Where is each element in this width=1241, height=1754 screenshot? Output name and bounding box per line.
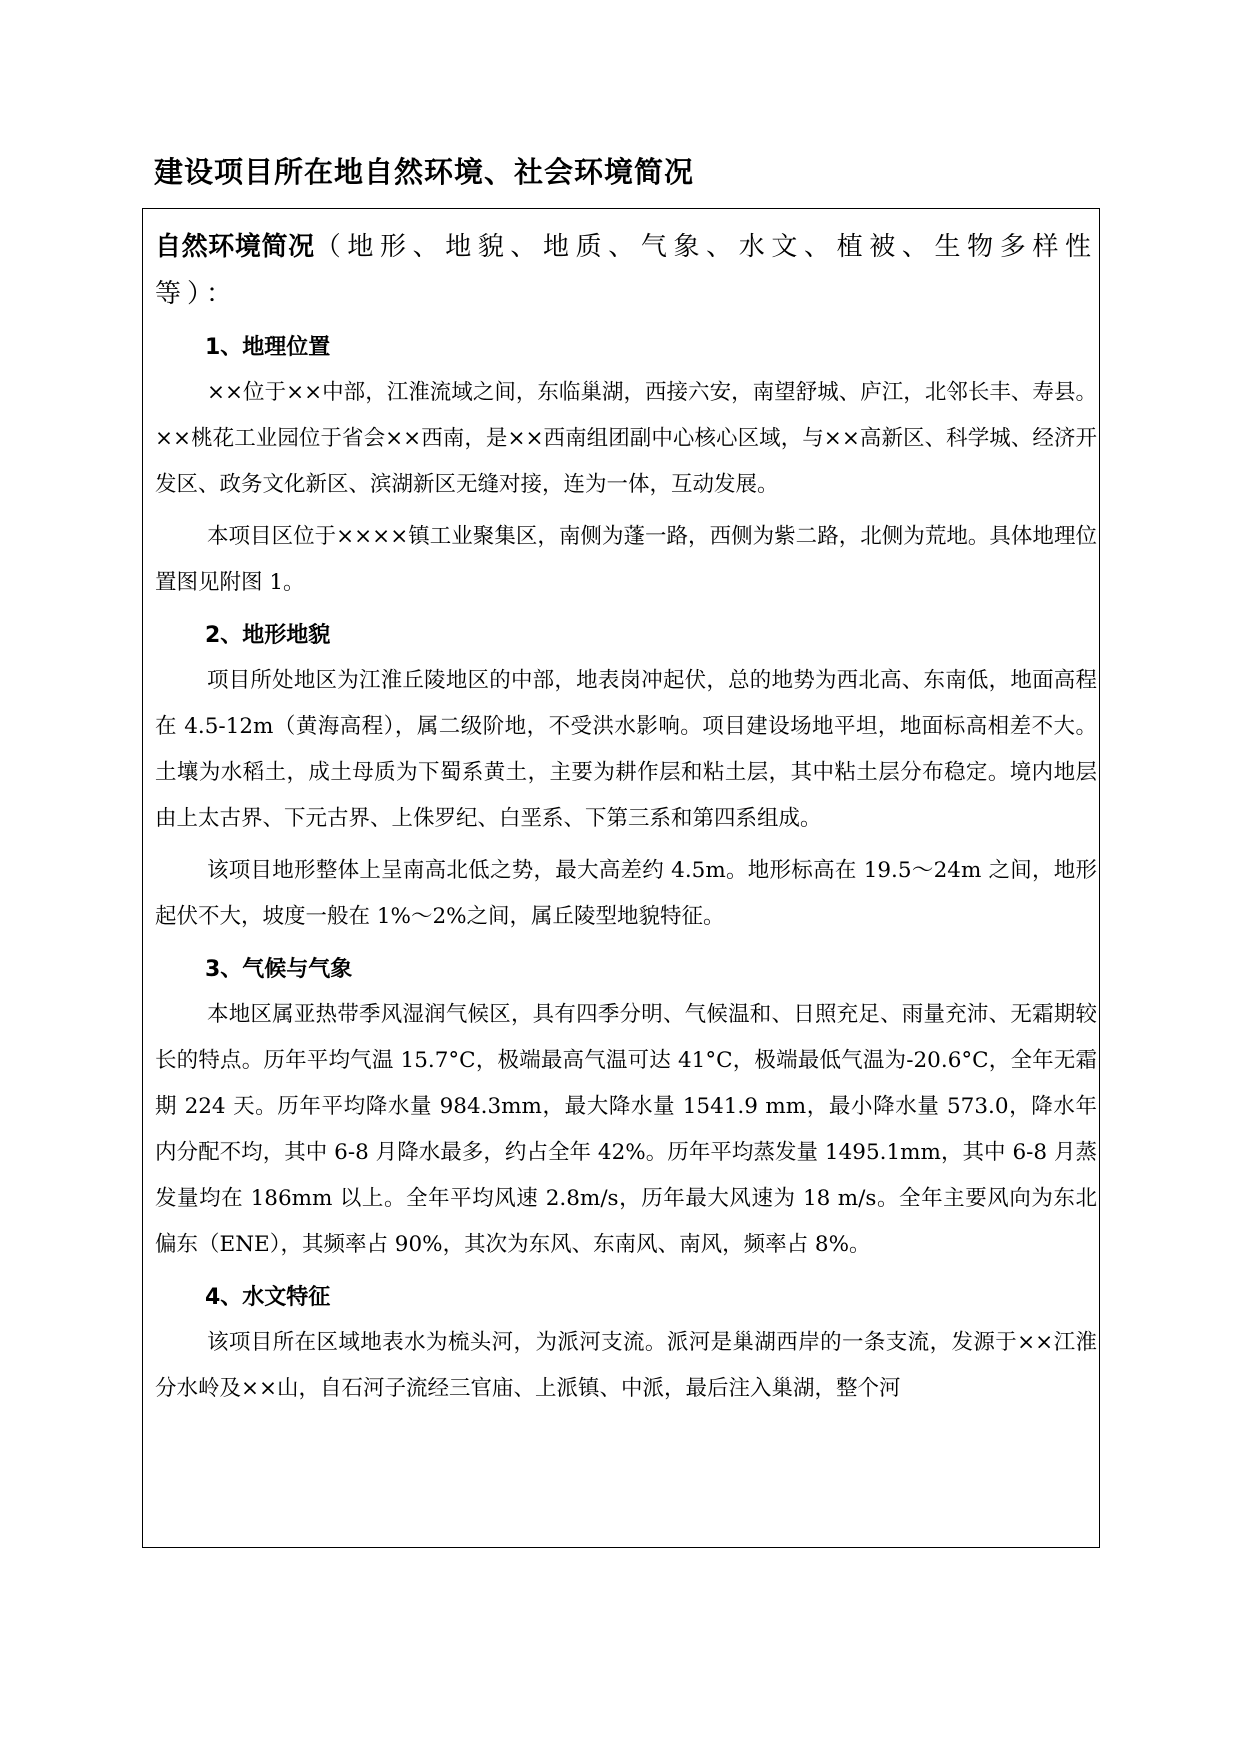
page-heading: 建设项目所在地自然环境、社会环境简况 [154,155,695,189]
paragraph: 该项目所在区域地表水为梳头河，为派河支流。派河是巢湖西岸的一条支流，发源于××江淮分水岭及××山，自石河子流经三官庙、上派镇、中派，最后注入巢湖，整个河 [155,1330,1097,1401]
section-title: 4、水文特征 [205,1285,331,1310]
paragraph: ××位于××中部，江淮流域之间，东临巢湖，西接六安，南望舒城、庐江，北邻长丰、寿县。××桃花工业园位于省会××西南，是××西南组团副中心核心区域，与××高新区、科学城、经济开发区、政务文化新区、滨湖新区无缝对接，连为一体，互动发展。 [155,380,1097,497]
section-topography [155,614,1097,940]
section-title: 1、地理位置 [205,335,331,360]
intro-title: 自然环境简况 [155,232,315,262]
paragraph: 该项目地形整体上呈南高北低之势，最大高差约 4.5m。地形标高在 19.5～24m 之间，地形起伏不大，坡度一般在 1%～2%之间，属丘陵型地貌特征。 [155,858,1097,929]
section-geographic-location [155,326,1097,606]
paragraph: 本项目区位于××××镇工业聚集区，南侧为蓬一路，西侧为紫二路，北侧为荒地。具体地理位置图见附图 1。 [155,524,1097,595]
section-climate [155,948,1097,1268]
paragraph: 本地区属亚热带季风湿润气候区，具有四季分明、气候温和、日照充足、雨量充沛、无霜期较长的特点。历年平均气温 15.7°C，极端最高气温可达 41°C，极端最低气温为-20.6°C，全年无霜期 224 天。历年平均降水量 984.3mm，最大降水量 1541.9 mm，最小降水量 573.0，降水年内分配不均，其中 6-8 月降水最多，约占全年 42%。历年平均蒸发量 1495.1mm，其中 6-8 月蒸发量均在 186mm 以上。全年平均风速 2.8m/s，历年最大风速为 18 m/s。全年主要风向为东北偏东（ENE），其频率占 90%，其次为东风、东南风、南风，频率占 8%。 [155,1002,1097,1257]
paragraph: 项目所处地区为江淮丘陵地区的中部，地表岗冲起伏，总的地势为西北高、东南低，地面高程在 4.5-12m（黄海高程），属二级阶地，不受洪水影响。项目建设场地平坦，地面标高相差不大。土壤为水稻土，成土母质为下蜀系黄土，主要为耕作层和粘土层，其中粘土层分布稳定。境内地层由上太古界、下元古界、上侏罗纪、白垩系、下第三系和第四系组成。 [155,668,1097,831]
intro-subtitle: （地形、地貌、地质、气象、水文、植被、生物多样性等）： [155,232,1097,309]
intro-heading [155,224,1097,318]
content-area [155,224,1097,1412]
section-title: 3、气候与气象 [205,957,353,982]
section-title: 2、地形地貌 [205,623,331,648]
section-hydrology [155,1276,1097,1412]
